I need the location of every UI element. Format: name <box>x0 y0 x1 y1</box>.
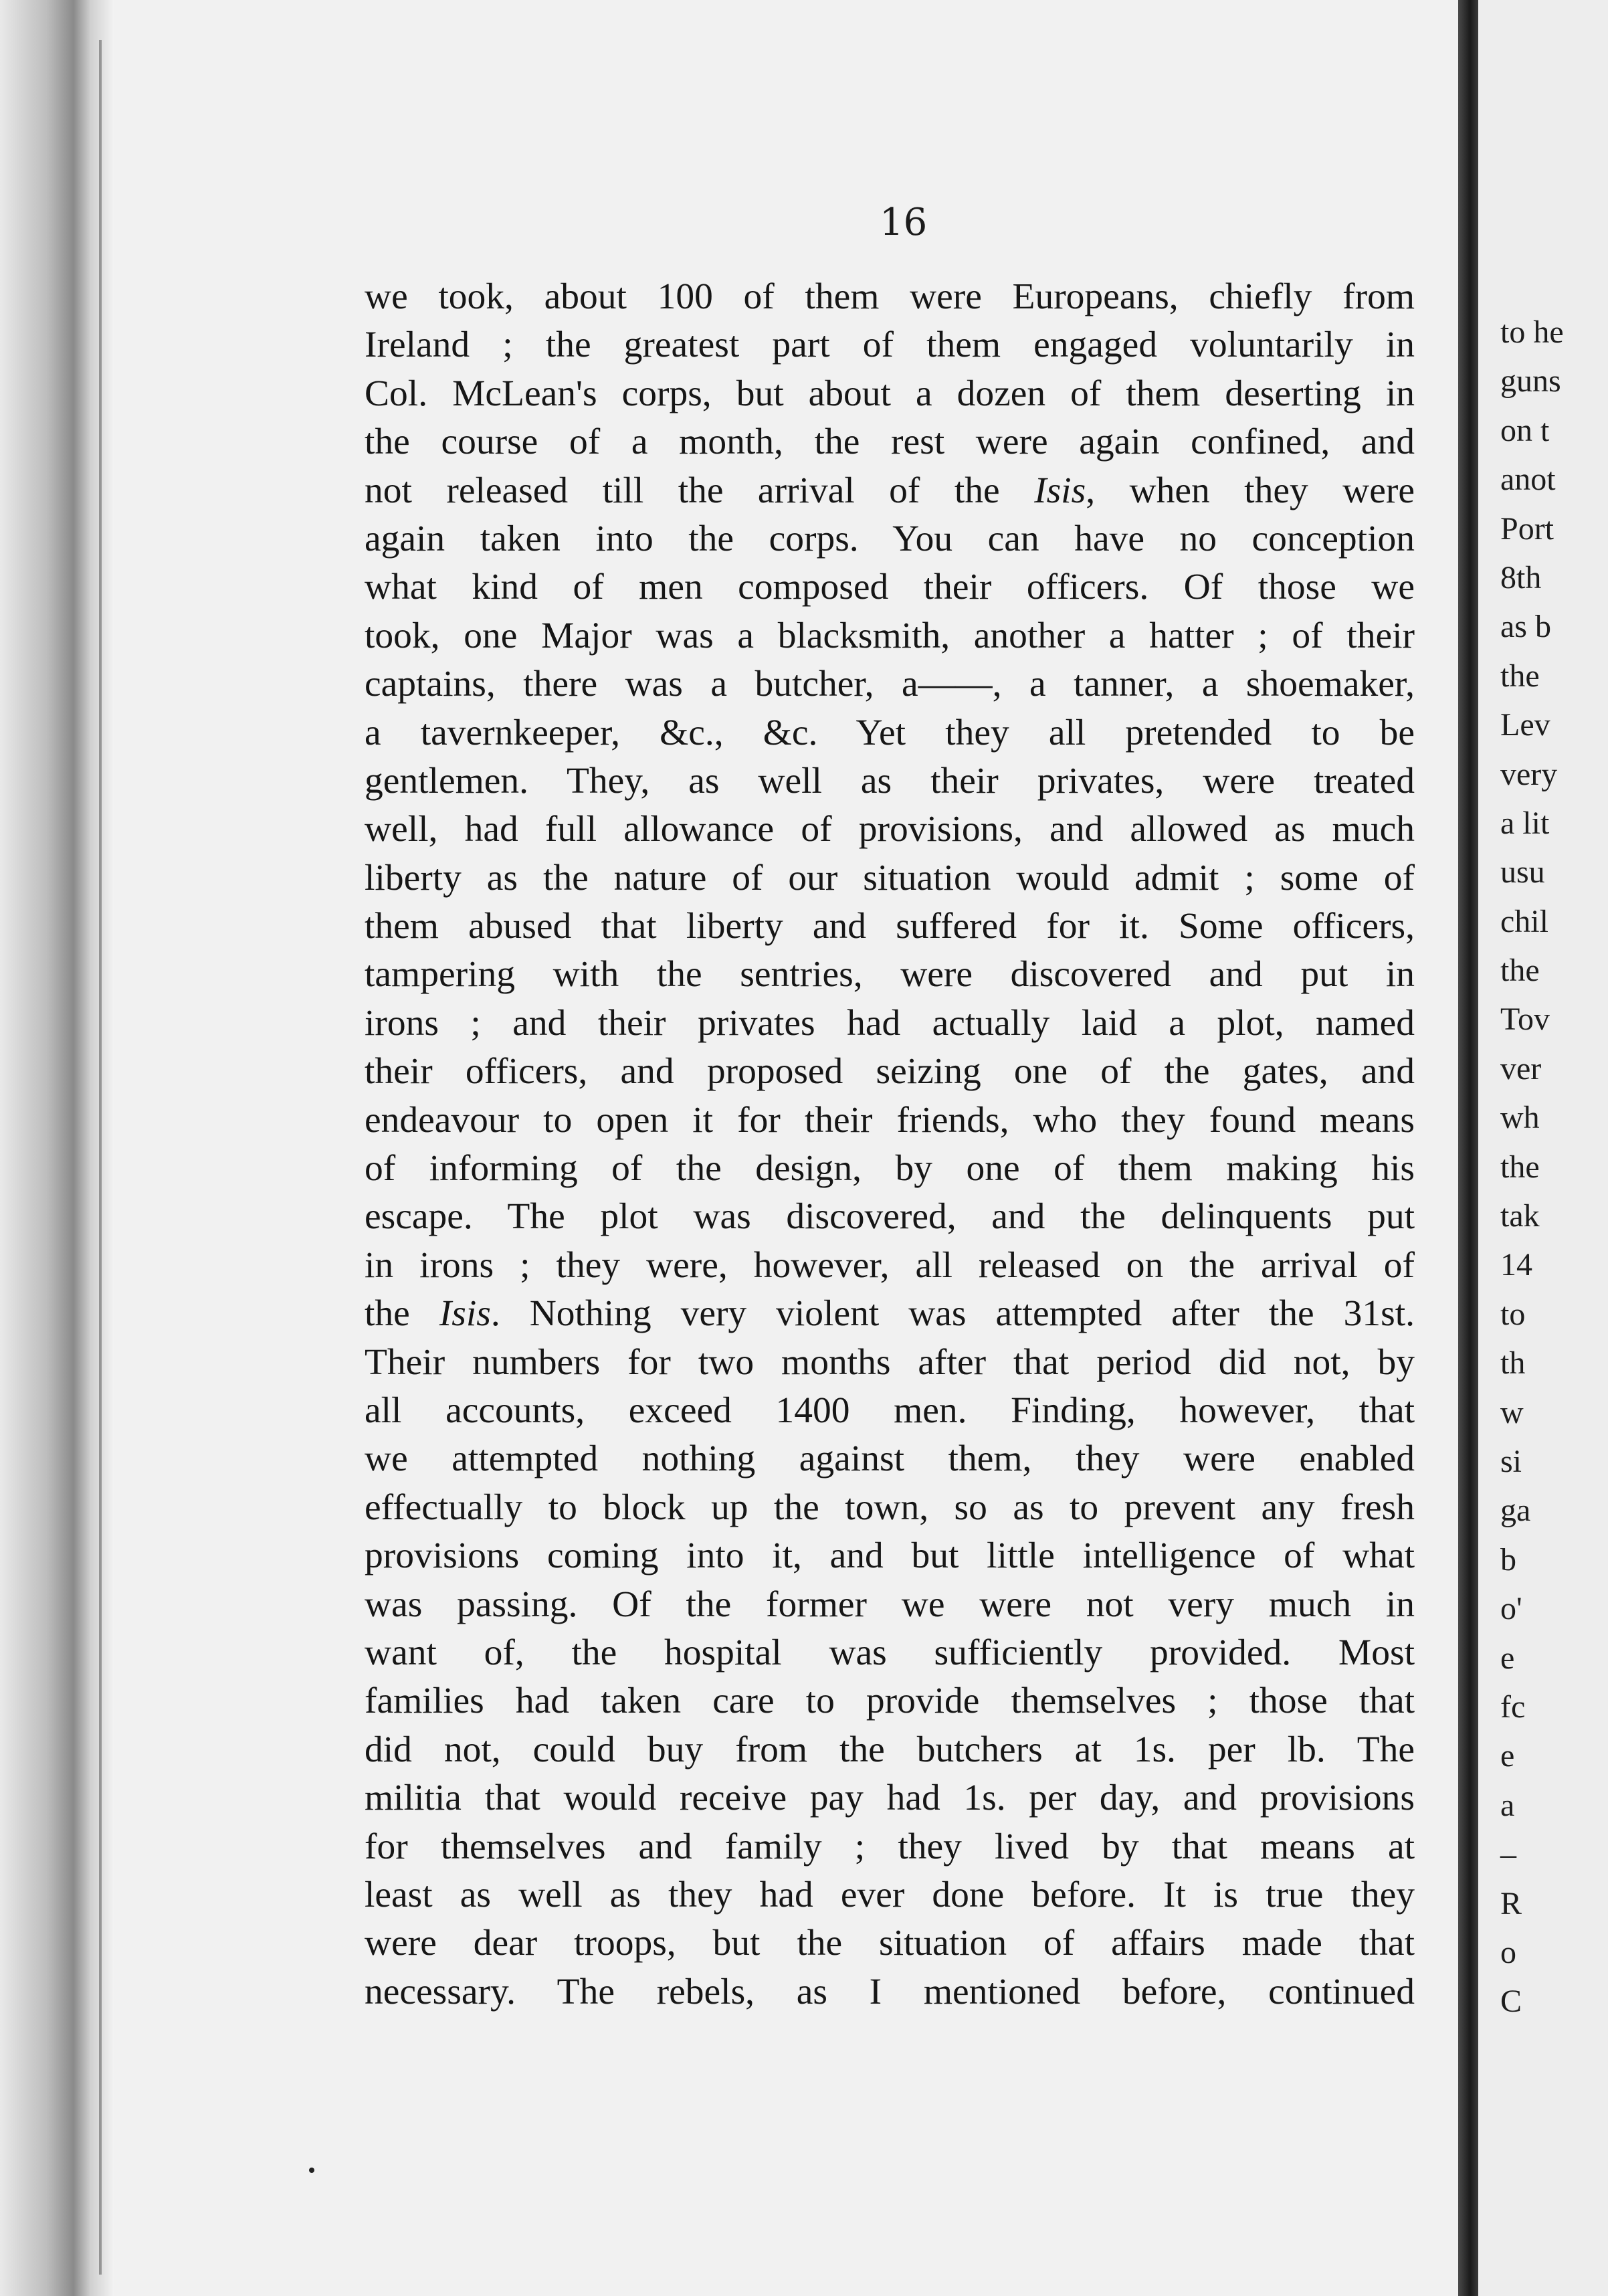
text-line: captains, there was a butcher, a——, a tanner, a shoemaker, <box>365 664 1415 705</box>
text-line: endeavour to open it for their friends, who they found means <box>365 1099 1415 1141</box>
right-page-fragment: R <box>1500 1885 1522 1921</box>
text-line: provisions coming into it, and but little intelligence of what <box>365 1535 1415 1577</box>
right-page-fragment: ver <box>1500 1050 1542 1086</box>
right-page-fragment: to he <box>1500 314 1564 350</box>
right-page-fragment: e <box>1500 1738 1515 1774</box>
right-page-fragment: o' <box>1500 1591 1522 1627</box>
text-line: escape. The plot was discovered, and the delinquents put <box>365 1196 1415 1238</box>
right-page-fragment: very <box>1500 756 1558 792</box>
text-line: we took, about 100 of them were Europeans, chiefly from <box>365 276 1415 317</box>
text-line: the Isis. Nothing very violent was attempted after the 31st. <box>365 1293 1415 1335</box>
scan-speck <box>309 2168 314 2173</box>
text-line: well, had full allowance of provisions, and allowed as much <box>365 809 1415 850</box>
right-page-fragment: o <box>1500 1934 1516 1970</box>
text-line: gentlemen. They, as well as their privates, were treated <box>365 760 1415 801</box>
body-text <box>365 273 1415 2016</box>
page-gutter <box>1458 0 1478 2296</box>
right-page-fragment: fc <box>1500 1689 1526 1725</box>
right-page-fragment: 14 <box>1500 1247 1532 1283</box>
text-line: the course of a month, the rest were again confined, and <box>365 421 1415 463</box>
text-line: Their numbers for two months after that period did not, by <box>365 1341 1415 1383</box>
text-line: did not, could buy from the butchers at 1s. per lb. The <box>365 1729 1415 1770</box>
right-page-fragment: tak <box>1500 1198 1540 1234</box>
right-page-fragment: wh <box>1500 1100 1540 1136</box>
right-page-fragment: the <box>1500 1149 1540 1185</box>
page-number: 16 <box>880 201 928 244</box>
right-page-fragment: b <box>1500 1541 1516 1577</box>
text-line: a tavernkeeper, &c., &c. Yet they all pretended to be <box>365 712 1415 753</box>
text-line: want of, the hospital was sufficiently provided. Most <box>365 1632 1415 1673</box>
right-page-fragment: Lev <box>1500 707 1550 743</box>
text-line: all accounts, exceed 1400 men. Finding, however, that <box>365 1390 1415 1431</box>
text-line: not released till the arrival of the Isis, when they were <box>365 470 1415 511</box>
right-page-fragment: the <box>1500 953 1540 989</box>
right-page-fragment: anot <box>1500 462 1556 498</box>
right-page-fragment: w <box>1500 1394 1524 1430</box>
text-line: them abused that liberty and suffered for it. Some officers, <box>365 906 1415 947</box>
right-page-fragment: as b <box>1500 609 1551 645</box>
left-binding-edge <box>0 0 114 2296</box>
ship-name-isis: Isis <box>1034 470 1086 511</box>
right-page-fragment: ga <box>1500 1493 1531 1529</box>
right-page-fragment: Tov <box>1500 1001 1550 1038</box>
text-line: in irons ; they were, however, all released on the arrival of <box>365 1244 1415 1286</box>
text-line: we attempted nothing against them, they were enabled <box>365 1438 1415 1480</box>
text-line: for themselves and family ; they lived by that means at <box>365 1826 1415 1867</box>
text-line: effectually to block up the town, so as to prevent any fresh <box>365 1487 1415 1528</box>
text-line: Ireland ; the greatest part of them engaged voluntarily in <box>365 324 1415 366</box>
right-page-fragment: th <box>1500 1345 1526 1381</box>
text-line: least as well as they had ever done before. It is true they <box>365 1874 1415 1915</box>
right-page-fragment: on t <box>1500 412 1550 448</box>
right-page-fragment: si <box>1500 1443 1522 1479</box>
right-page-fragment: Port <box>1500 510 1554 547</box>
text-line: of informing of the design, by one of them making his <box>365 1148 1415 1189</box>
right-page-fragment: a <box>1500 1787 1515 1823</box>
text-line: liberty as the nature of our situation would admit ; some of <box>365 857 1415 898</box>
right-page-fragment: a lit <box>1500 805 1550 841</box>
binding-shadow-line <box>99 40 102 2275</box>
right-page-fragment: e <box>1500 1640 1515 1676</box>
text-line: their officers, and proposed seizing one of the gates, and <box>365 1051 1415 1092</box>
text-line: took, one Major was a blacksmith, another a hatter ; of their <box>365 615 1415 656</box>
right-page-fragment: 8th <box>1500 559 1542 595</box>
right-page-fragment: – <box>1500 1836 1516 1873</box>
text-line: irons ; and their privates had actually laid a plot, named <box>365 1002 1415 1044</box>
text-line: necessary. The rebels, as I mentioned before, continued <box>365 1971 1415 2012</box>
right-page-text-fragments <box>1500 308 1608 2026</box>
right-page-fragment: to <box>1500 1296 1526 1332</box>
text-line: tampering with the sentries, were discovered and put in <box>365 954 1415 995</box>
right-page-fragment: chil <box>1500 903 1548 939</box>
text-line: militia that would receive pay had 1s. per day, and provisions <box>365 1778 1415 1819</box>
text-line: again taken into the corps. You can have no conception <box>365 518 1415 559</box>
right-page-fragment: the <box>1500 658 1540 694</box>
text-line: what kind of men composed their officers. Of those we <box>365 567 1415 608</box>
text-line: Col. McLean's corps, but about a dozen of them deserting in <box>365 373 1415 414</box>
right-page-fragment: usu <box>1500 854 1545 890</box>
ship-name-isis: Isis <box>439 1293 491 1335</box>
right-page-fragment: guns <box>1500 363 1561 399</box>
right-page-fragment: C <box>1500 1984 1522 2020</box>
text-line: was passing. Of the former we were not very much in <box>365 1584 1415 1625</box>
text-line: were dear troops, but the situation of affairs made that <box>365 1923 1415 1964</box>
text-line: families had taken care to provide themselves ; those that <box>365 1681 1415 1722</box>
